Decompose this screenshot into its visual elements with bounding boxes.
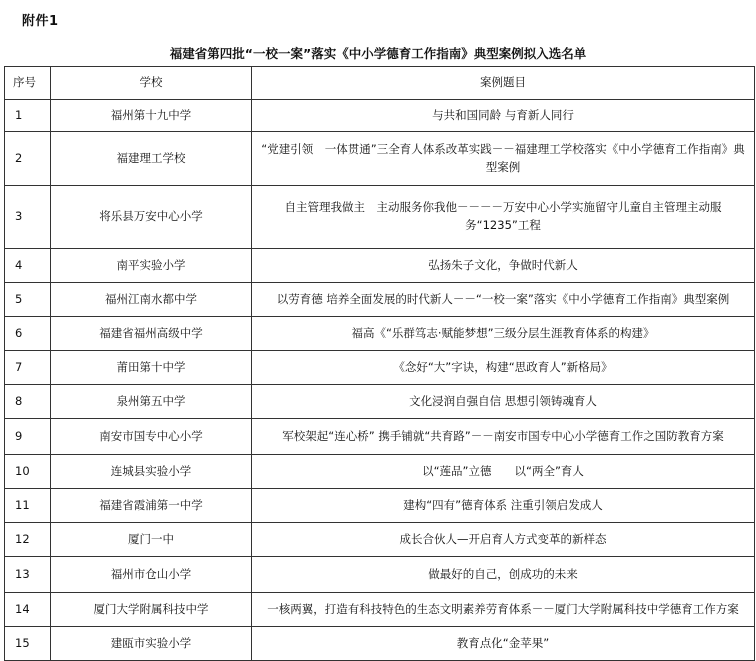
cell-number: 1 — [5, 100, 51, 132]
table-row — [5, 593, 755, 627]
cell-number: 4 — [5, 249, 51, 283]
header-case-title: 案例题目 — [252, 67, 755, 100]
cell-school: 厦门一中 — [51, 523, 252, 557]
table-row — [5, 283, 755, 317]
cell-case-title: 弘扬朱子文化，争做时代新人 — [252, 249, 755, 283]
cell-number: 2 — [5, 132, 51, 186]
cell-case-title: 一核两翼，打造有科技特色的生态文明素养劳育体系－－厦门大学附属科技中学德育工作方案 — [252, 593, 755, 627]
table-row — [5, 557, 755, 593]
cell-school: 将乐县万安中心小学 — [51, 186, 252, 249]
cell-case-title: 福高《“乐群笃志·赋能梦想”三级分层生涯教育体系的构建》 — [252, 317, 755, 351]
header-school: 学校 — [51, 67, 252, 100]
attachment-label: 附件1 — [22, 14, 59, 29]
table-row — [5, 351, 755, 385]
cell-school: 福建理工学校 — [51, 132, 252, 186]
cell-number: 6 — [5, 317, 51, 351]
table-header-row — [5, 67, 755, 100]
cell-case-title: 自主管理我做主 主动服务你我他－－－－万安中心小学实施留守儿童自主管理主动服务“1235”工程 — [252, 186, 755, 249]
table-row — [5, 419, 755, 455]
cell-number: 13 — [5, 557, 51, 593]
cell-case-title: 建构“四有”德育体系 注重引领启发成人 — [252, 489, 755, 523]
cell-school: 厦门大学附属科技中学 — [51, 593, 252, 627]
cell-school: 建瓯市实验小学 — [51, 627, 252, 661]
table-row — [5, 455, 755, 489]
cell-case-title: 以劳育德 培养全面发展的时代新人－－“一校一案”落实《中小学德育工作指南》典型案例 — [252, 283, 755, 317]
cell-number: 8 — [5, 385, 51, 419]
cell-case-title: 以“莲品”立德 以“两全”育人 — [252, 455, 755, 489]
cell-case-title: 《念好“大”字诀，构建“思政育人”新格局》 — [252, 351, 755, 385]
table-row — [5, 186, 755, 249]
cell-school: 南平实验小学 — [51, 249, 252, 283]
header-number: 序号 — [5, 67, 51, 100]
cell-school: 连城县实验小学 — [51, 455, 252, 489]
cell-number: 15 — [5, 627, 51, 661]
cell-number: 3 — [5, 186, 51, 249]
cell-case-title: “党建引领 一体贯通”三全育人体系改革实践－－福建理工学校落实《中小学德育工作指南》典型案例 — [252, 132, 755, 186]
cell-number: 9 — [5, 419, 51, 455]
cell-school: 泉州第五中学 — [51, 385, 252, 419]
cell-school: 福建省福州高级中学 — [51, 317, 252, 351]
cell-case-title: 做最好的自己，创成功的未来 — [252, 557, 755, 593]
cell-number: 10 — [5, 455, 51, 489]
cell-number: 14 — [5, 593, 51, 627]
cell-school: 莆田第十中学 — [51, 351, 252, 385]
cell-number: 11 — [5, 489, 51, 523]
cell-school: 福州江南水都中学 — [51, 283, 252, 317]
cell-case-title: 军校架起“连心桥” 携手铺就“共育路”－－南安市国专中心小学德育工作之国防教育方案 — [252, 419, 755, 455]
table-row — [5, 523, 755, 557]
cell-case-title: 成长合伙人—开启育人方式变革的新样态 — [252, 523, 755, 557]
table-row — [5, 100, 755, 132]
cell-case-title: 教育点化“金苹果” — [252, 627, 755, 661]
cell-school: 福州市仓山小学 — [51, 557, 252, 593]
cell-school: 南安市国专中心小学 — [51, 419, 252, 455]
cell-number: 7 — [5, 351, 51, 385]
cell-school: 福建省霞浦第一中学 — [51, 489, 252, 523]
cell-case-title: 文化浸润自强自信 思想引领铸魂育人 — [252, 385, 755, 419]
cell-case-title: 与共和国同龄 与育新人同行 — [252, 100, 755, 132]
table-row — [5, 489, 755, 523]
table-row — [5, 627, 755, 661]
cell-school: 福州第十九中学 — [51, 100, 252, 132]
document-title: 福建省第四批“一校一案”落实《中小学德育工作指南》典型案例拟入选名单 — [169, 46, 587, 61]
table-row — [5, 317, 755, 351]
cell-number: 12 — [5, 523, 51, 557]
cell-number: 5 — [5, 283, 51, 317]
case-list-table — [4, 66, 755, 661]
table-row — [5, 385, 755, 419]
table-row — [5, 132, 755, 186]
table-row — [5, 249, 755, 283]
